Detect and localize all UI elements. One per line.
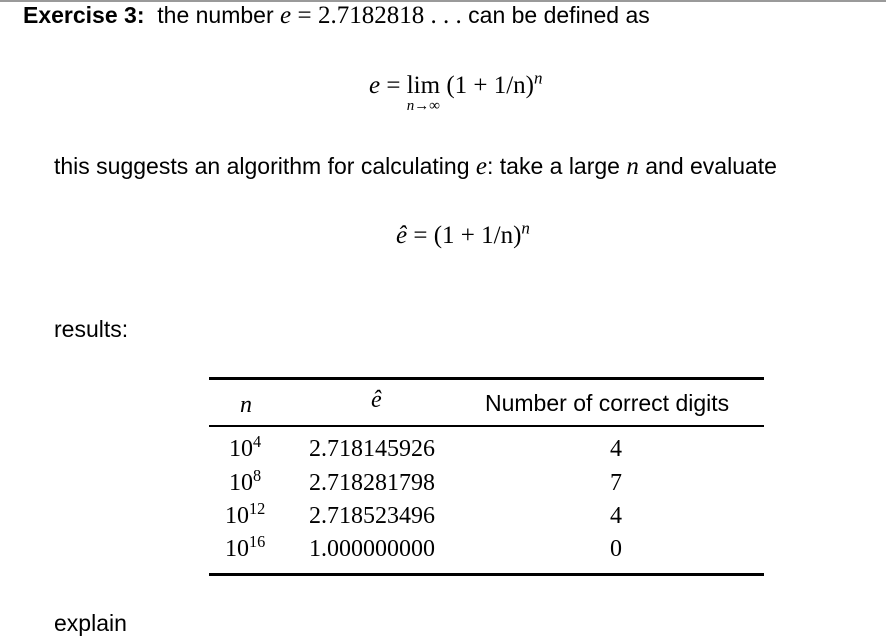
estimator-formula bbox=[396, 218, 530, 250]
definition-expression: (1 + 1/n) bbox=[446, 72, 535, 99]
table-row-2-value: 2.718281798 bbox=[309, 470, 435, 496]
table-header-n: n bbox=[240, 392, 252, 418]
n-exponent: 12 bbox=[249, 499, 266, 519]
n-exponent: 16 bbox=[249, 532, 266, 552]
table-row-1-digits: 4 bbox=[610, 436, 622, 462]
explain-label: explain bbox=[54, 610, 127, 636]
estimator-equals: = bbox=[413, 222, 428, 249]
table-row-1-n bbox=[229, 432, 262, 463]
definition-formula bbox=[369, 68, 543, 114]
results-label: results: bbox=[54, 316, 129, 342]
exercise-text-after: can be defined as bbox=[468, 2, 650, 28]
limit-text: lim bbox=[406, 72, 441, 99]
table-row-1-value: 2.718145926 bbox=[309, 436, 435, 462]
table-row-4-n bbox=[225, 532, 266, 563]
n-exponent: 8 bbox=[253, 466, 262, 486]
e-value: 2.7182818 . . . bbox=[318, 2, 462, 29]
table-row-2-digits: 7 bbox=[610, 470, 622, 496]
table-header-digits: Number of correct digits bbox=[485, 390, 730, 416]
definition-equals: = bbox=[386, 72, 401, 99]
table-top-rule bbox=[209, 377, 764, 380]
table-row-3-n bbox=[225, 499, 266, 530]
suggestion-before: this suggests an algorithm for calculating bbox=[54, 153, 470, 179]
table-row-3-value: 2.718523496 bbox=[309, 503, 435, 529]
table-row-4-value: 1.000000000 bbox=[309, 536, 435, 562]
n-base: 10 bbox=[229, 470, 253, 496]
exercise-statement bbox=[23, 2, 650, 30]
suggestion-text bbox=[54, 153, 777, 181]
table-row-3-digits: 4 bbox=[610, 503, 622, 529]
exercise-label: Exercise 3: bbox=[23, 2, 145, 28]
suggestion-mid: : take a large bbox=[487, 153, 620, 179]
limit-operator bbox=[406, 72, 441, 114]
n-base: 10 bbox=[225, 503, 249, 529]
estimator-expression: (1 + 1/n) bbox=[433, 222, 522, 249]
n-base: 10 bbox=[225, 536, 249, 562]
table-row-2-n bbox=[229, 466, 262, 497]
definition-power: n bbox=[534, 68, 543, 88]
limit-subscript: n→∞ bbox=[406, 98, 440, 114]
n-exponent: 4 bbox=[253, 432, 262, 452]
e-symbol: e bbox=[280, 2, 292, 29]
n-base: 10 bbox=[229, 436, 253, 462]
suggestion-after: and evaluate bbox=[645, 153, 777, 179]
estimator-lhs: ê bbox=[396, 222, 408, 249]
suggestion-n-symbol: n bbox=[626, 153, 639, 180]
equals-sign: = bbox=[297, 2, 312, 29]
table-bottom-rule bbox=[209, 573, 764, 576]
table-header-ehat: ê bbox=[371, 387, 382, 413]
estimator-power: n bbox=[521, 218, 530, 238]
definition-lhs: e bbox=[369, 72, 381, 99]
table-header-rule bbox=[209, 425, 764, 427]
suggestion-e-symbol: e bbox=[475, 153, 487, 180]
table-row-4-digits: 0 bbox=[610, 536, 622, 562]
exercise-text-before: the number bbox=[157, 2, 274, 28]
